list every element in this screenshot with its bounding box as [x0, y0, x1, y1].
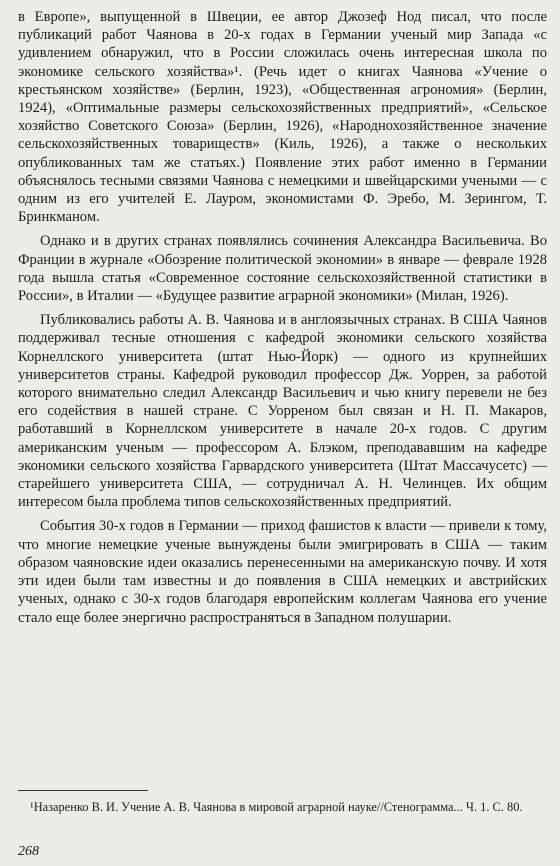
main-text — [18, 8, 547, 627]
paragraph-1: в Европе», выпущенной в Швеции, ее автор Джозеф Нод писал, что после публикаций работ Чаянова в 20-х годах в Германии ученый мир Запада «с удивлением обнаружил, что в России сложилась очень интересная школа по экономике сельского хозяйства»¹. (Речь идет о книгах Чаянова «Учение о крестьянском хозяйстве» (Берлин, 1923), «Общественная агрономия» (Берлин, 1924), «Оптимальные размеры сельскохозяйственных предприятий», «Сельское хозяйство Советского Союза» (Берлин, 1926), «Народнохозяйственное значение сельскохозяйственных товариществ» (Киль, 1926), а также о нескольких опубликованных там же статьях.) Появление этих работ именно в Германии объяснялось тесными связями Чаянова с немецкими и швейцарскими учеными — с одним из его учителей Е. Лауром, экономистами Ф. Эребо, М. Зерингом, Т. Бринкманом. — [18, 9, 547, 226]
paragraph-4: События 30-х годов в Германии — приход фашистов к власти — привели к тому, что многие немецкие ученые вынуждены были эмигрировать в США — таким образом чаяновские идеи оказались перенесенными на американскую почву. И хотя эти идеи были там известны и до появления в США немецких и австрийских ученых, однако с 30-х годов благодаря европейским коллегам Чаянова его учение стало еще более энергично распространяться в Западном полушарии. — [18, 518, 547, 626]
paragraph-2: Однако и в других странах появлялись сочинения Александра Васильевича. Во Франции в журнале «Обозрение политической экономии» в январе — феврале 1928 года вышла статья «Современное состояние сельскохозяйственной статистики в России», в Италии — «Будущее развитие аграрной экономики» (Милан, 1926). — [18, 233, 547, 305]
footnote: ¹Назаренко В. И. Учение А. В. Чаянова в мировой аграрной науке//Стенограмма... Ч. 1. С. 80. — [30, 800, 523, 814]
page-number: 268 — [18, 844, 39, 859]
book-page — [18, 8, 547, 858]
footnote-divider — [18, 790, 148, 791]
paragraph-3: Публиковались работы А. В. Чаянова и в англоязычных странах. В США Чаянов поддерживал тесные отношения с кафедрой экономики сельского хозяйства Корнеллского университета (штат Нью-Йорк) — одного из крупнейших университетов страны. Кафедрой руководил профессор Дж. Уоррен, за работой которого внимательно следил Александр Васильевич и чью книгу перевели не без его содействия в нашей стране. С Уорреном был связан и Н. П. Макаров, работавший в Корнеллском университете в начале 20-х годов. С другим американским ученым — профессором А. Блэком, преподававшим на кафедре экономики сельского хозяйства Гарвардского университета (Штат Массачусетс) — старейшего университета США, — сотрудничал А. Н. Челинцев. Их общим интересом была проблема типов сельскохозяйственных предприятий. — [18, 312, 547, 511]
